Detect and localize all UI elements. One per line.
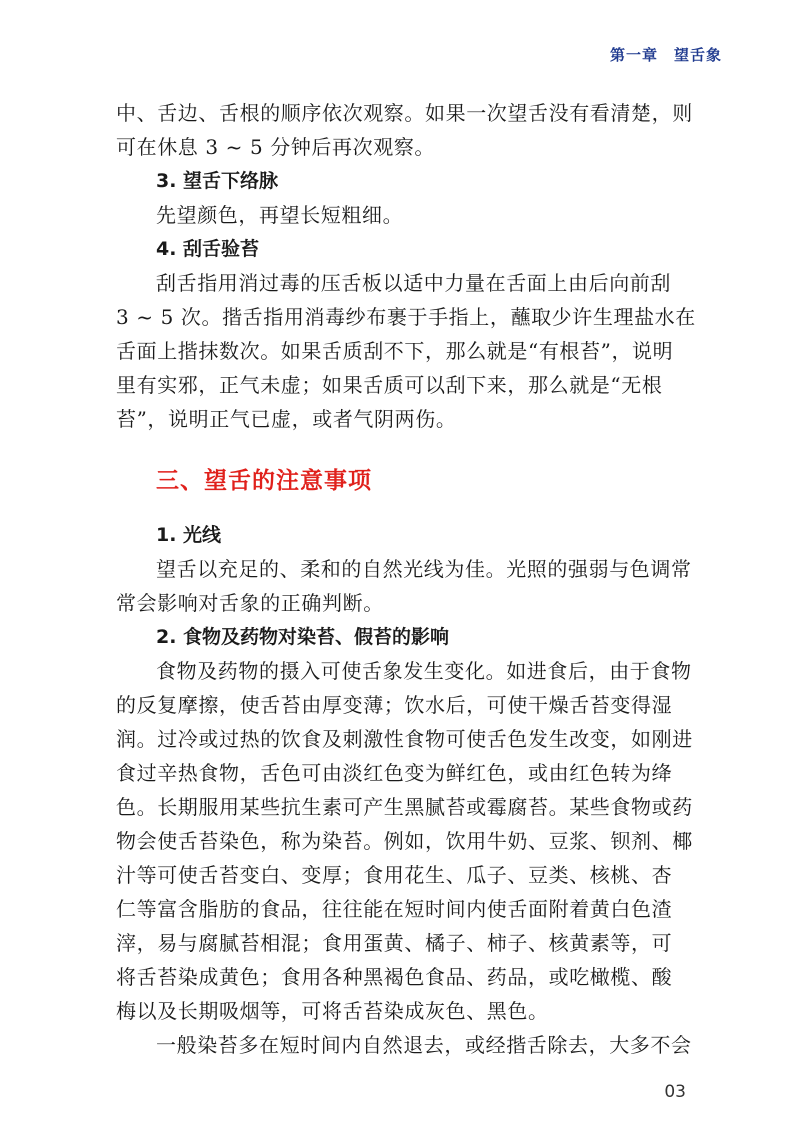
paragraph-line: 舌面上揩抹数次。如果舌质刮不下，那么就是“有根苔”，说明 xyxy=(116,339,674,363)
paragraph-line: 色。长期服用某些抗生素可产生黑腻苔或霉腐苔。某些食物或药 xyxy=(116,795,693,819)
paragraph-line: 的反复摩擦，使舌苔由厚变薄；饮水后，可使干燥舌苔变得湿 xyxy=(116,693,673,717)
paragraph-line: 润。过冷或过热的饮食及刺激性食物可使舌色发生改变，如刚进 xyxy=(116,727,693,751)
paragraph-line: 苔”，说明正气已虚，或者气阴两伤。 xyxy=(116,407,457,431)
paragraph-line: 常会影响对舌象的正确判断。 xyxy=(116,591,384,615)
paragraph-line: 中、舌边、舌根的顺序依次观察。如果一次望舌没有看清楚，则 xyxy=(116,101,693,125)
paragraph-line: 将舌苔染成黄色；食用各种黑褐色食品、药品，或吃橄榄、酸 xyxy=(116,965,673,989)
paragraph-line: 一般染苔多在短时间内自然退去，或经揩舌除去，大多不会 xyxy=(156,1033,692,1057)
paragraph-line: 物会使舌苔染色，称为染苔。例如，饮用牛奶、豆浆、钡剂、椰 xyxy=(116,829,693,853)
paragraph-line: 食过辛热食物，舌色可由淡红色变为鲜红色，或由红色转为绛 xyxy=(116,761,673,785)
page-content xyxy=(116,96,696,1062)
section-title: 三、望舌的注意事项 xyxy=(156,468,372,494)
paragraph-line: 可在休息 3 ~ 5 分钟后再次观察。 xyxy=(116,135,436,159)
paragraph-line: 汁等可使舌苔变白、变厚；食用花生、瓜子、豆类、核桃、杏 xyxy=(116,863,673,887)
paragraph-line: 食物及药物的摄入可使舌象发生变化。如进食后，由于食物 xyxy=(156,659,692,683)
subheading-4: 4. 刮舌验苔 xyxy=(156,238,260,260)
paragraph-line: 望舌以充足的、柔和的自然光线为佳。光照的强弱与色调常 xyxy=(156,557,692,581)
subheading-1: 1. 光线 xyxy=(156,524,222,546)
paragraph-line: 先望颜色，再望长短粗细。 xyxy=(156,203,404,227)
subheading-3: 3. 望舌下络脉 xyxy=(156,170,279,192)
spacer xyxy=(116,436,690,464)
paragraph-line: 3 ~ 5 次。揩舌指用消毒纱布裹于手指上，蘸取少许生理盐水在 xyxy=(116,305,696,329)
spacer xyxy=(116,498,690,518)
paragraph-line: 刮舌指用消过毒的压舌板以适中力量在舌面上由后向前刮 xyxy=(156,271,671,295)
paragraph-line: 里有实邪，正气未虚；如果舌质可以刮下来，那么就是“无根 xyxy=(116,373,663,397)
running-header: 第一章 望舌象 xyxy=(609,46,722,64)
paragraph-line: 仁等富含脂肪的食品，往往能在短时间内使舌面附着黄白色渣 xyxy=(116,897,673,921)
paragraph-line: 梅以及长期吸烟等，可将舌苔染成灰色、黑色。 xyxy=(116,999,549,1023)
subheading-2: 2. 食物及药物对染苔、假苔的影响 xyxy=(156,626,450,648)
page-number: 03 xyxy=(664,1082,686,1102)
paragraph-line: 滓，易与腐腻苔相混；食用蛋黄、橘子、柿子、核黄素等，可 xyxy=(116,931,673,955)
